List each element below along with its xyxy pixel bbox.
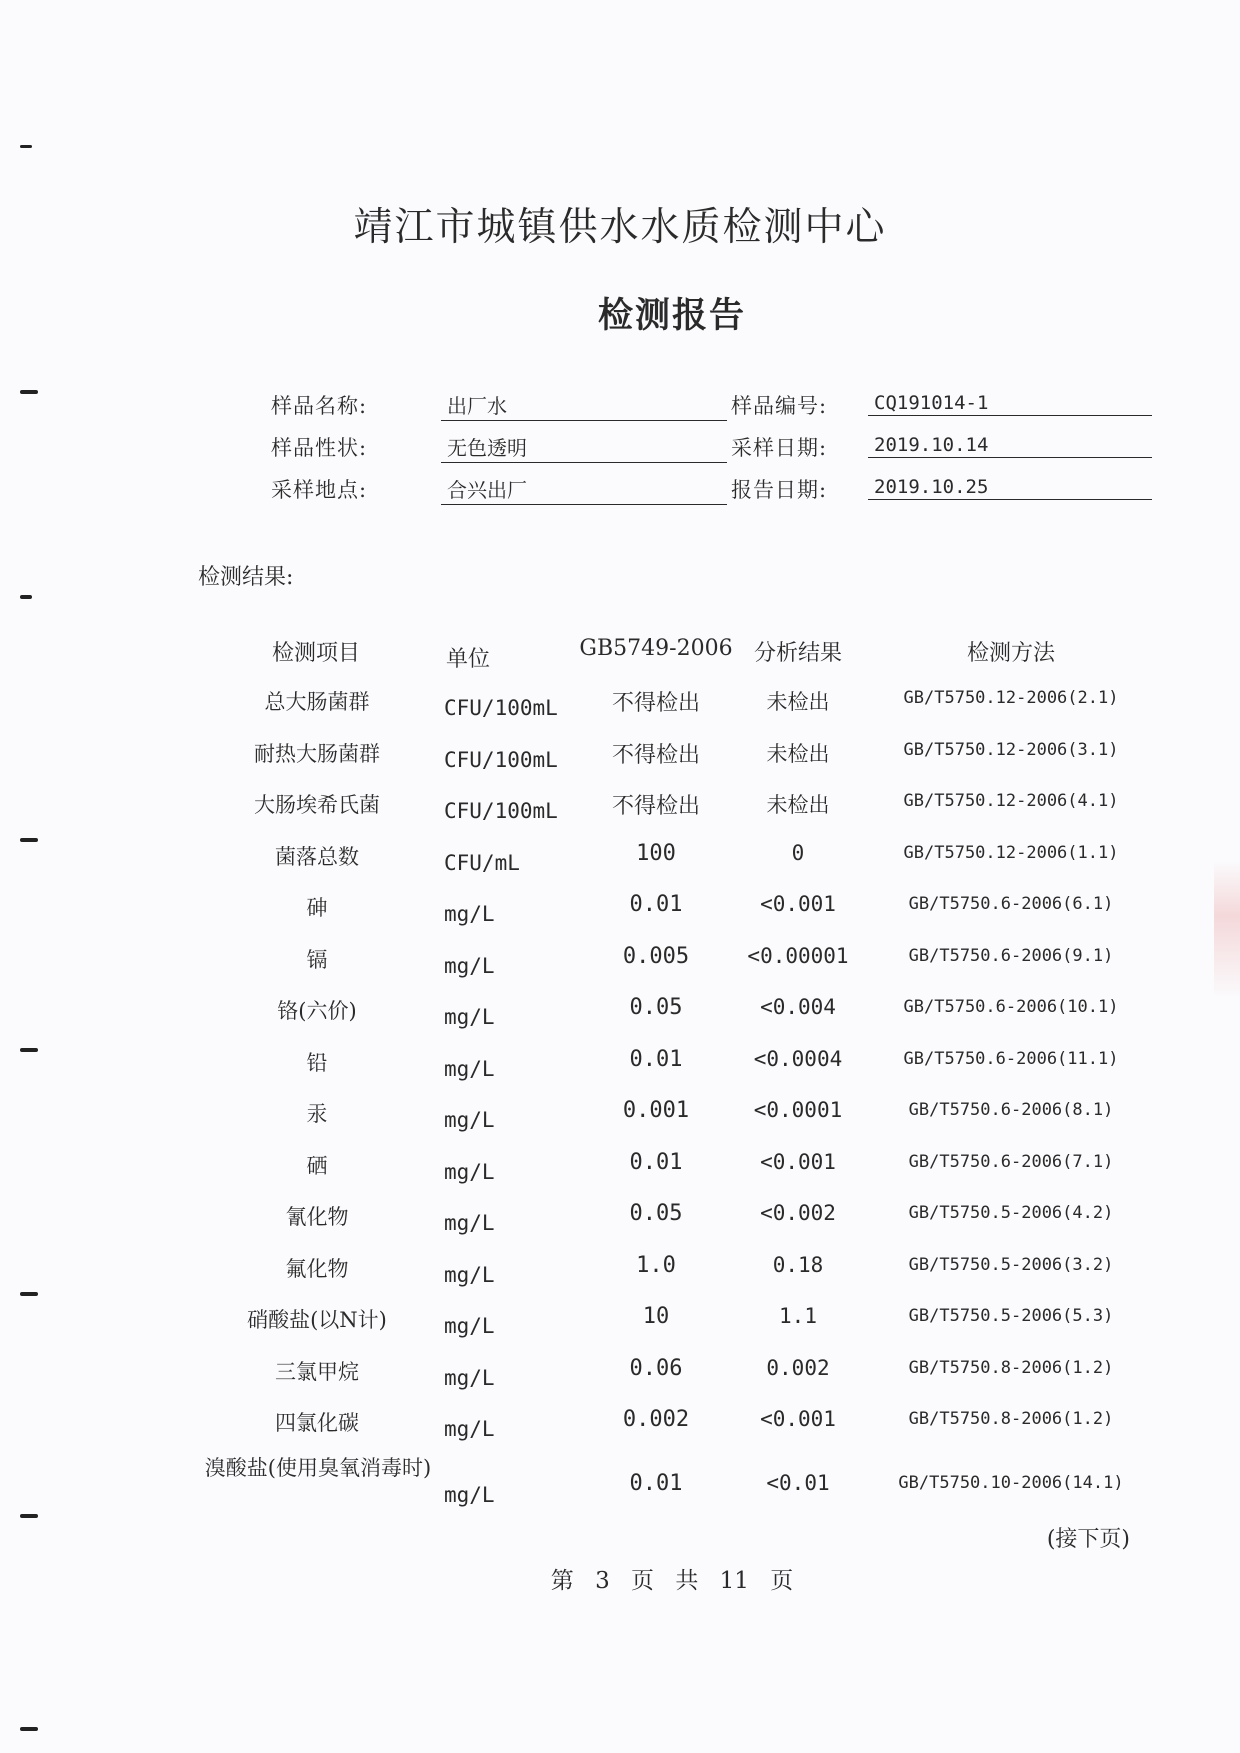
row-method: GB/T5750.6-2006(11.1)	[903, 1049, 1119, 1069]
row-method: GB/T5750.6-2006(10.1)	[903, 997, 1119, 1017]
row-method: GB/T5750.12-2006(2.1)	[903, 688, 1119, 708]
row-method: GB/T5750.6-2006(6.1)	[908, 894, 1114, 914]
row-item: 砷	[306, 896, 328, 920]
row-standard: 不得检出	[611, 743, 700, 768]
row-item: 菌落总数	[275, 845, 359, 869]
row-result: 未检出	[766, 690, 830, 714]
row-standard: 0.01	[629, 892, 683, 917]
page-number: 第 3 页 共 11 页	[550, 1568, 794, 1594]
row-item: 总大肠菌群	[264, 690, 370, 714]
row-unit: mg/L	[444, 1108, 495, 1132]
row-method: GB/T5750.12-2006(3.1)	[903, 740, 1119, 760]
row-item: 耐热大肠菌群	[254, 742, 380, 766]
sampling-date-label: 采样日期:	[731, 436, 828, 460]
row-unit: mg/L	[444, 954, 495, 978]
row-item: 镉	[306, 948, 328, 972]
sampling-site-value: 合兴出厂	[441, 474, 727, 505]
row-result: 0.18	[772, 1253, 824, 1277]
row-item: 四氯化碳	[275, 1411, 359, 1435]
header-result: 分析结果	[753, 641, 842, 666]
sample-no-value: CQ191014-1	[868, 392, 1152, 416]
row-method: GB/T5750.5-2006(3.2)	[908, 1255, 1114, 1275]
scan-mark	[20, 1048, 38, 1052]
sample-state-label: 样品性状:	[271, 436, 368, 460]
row-method: GB/T5750.12-2006(4.1)	[903, 791, 1119, 811]
row-result: 未检出	[766, 793, 830, 817]
row-result: 0.002	[766, 1356, 830, 1380]
row-method: GB/T5750.8-2006(1.2)	[908, 1358, 1114, 1378]
row-standard: 0.01	[629, 1150, 683, 1175]
row-method: GB/T5750.12-2006(1.1)	[903, 843, 1119, 863]
row-unit: mg/L	[444, 1057, 495, 1081]
scan-mark	[20, 390, 38, 394]
row-standard: 0.05	[629, 1201, 683, 1226]
row-method: GB/T5750.6-2006(8.1)	[908, 1100, 1114, 1120]
row-method: GB/T5750.8-2006(1.2)	[908, 1409, 1114, 1429]
row-standard: 不得检出	[611, 794, 700, 819]
continued-note: (接下页)	[1046, 1527, 1130, 1552]
organization-title: 靖江市城镇供水水质检测中心	[353, 205, 887, 250]
results-label: 检测结果:	[198, 565, 294, 590]
row-item: 三氯甲烷	[275, 1360, 359, 1384]
scan-mark	[20, 145, 32, 148]
row-item: 溴酸盐(使用臭氧消毒时)	[204, 1456, 432, 1480]
row-unit: mg/L	[444, 1263, 495, 1287]
scan-mark	[20, 1514, 38, 1518]
sampling-date-value: 2019.10.14	[868, 434, 1152, 458]
row-method: GB/T5750.5-2006(4.2)	[908, 1203, 1114, 1223]
row-item: 汞	[306, 1102, 328, 1126]
report-date-value: 2019.10.25	[868, 476, 1152, 500]
row-standard: 0.06	[629, 1356, 683, 1381]
row-standard: 100	[636, 841, 676, 866]
row-unit: mg/L	[444, 1314, 495, 1338]
row-item: 铅	[306, 1051, 328, 1075]
row-result: 0	[791, 841, 805, 865]
row-result: 未检出	[766, 742, 830, 766]
sampling-site-label: 采样地点:	[271, 478, 368, 502]
row-unit: mg/L	[444, 1417, 495, 1441]
sample-name-label: 样品名称:	[271, 394, 368, 418]
row-result: <0.002	[760, 1201, 836, 1225]
row-unit: mg/L	[444, 1483, 495, 1507]
row-result: <0.001	[760, 1150, 836, 1174]
row-standard: 不得检出	[611, 691, 700, 716]
row-unit: CFU/100mL	[444, 748, 558, 772]
row-unit: mg/L	[444, 1160, 495, 1184]
document-title: 检测报告	[597, 295, 746, 336]
row-item: 硒	[306, 1154, 328, 1178]
row-item: 硝酸盐(以N计)	[247, 1308, 387, 1332]
stamp-trace	[1214, 860, 1240, 1000]
row-standard: 0.01	[629, 1471, 683, 1496]
row-method: GB/T5750.6-2006(7.1)	[908, 1152, 1114, 1172]
row-result: <0.00001	[747, 944, 849, 968]
row-method: GB/T5750.10-2006(14.1)	[898, 1473, 1124, 1493]
row-unit: mg/L	[444, 1005, 495, 1029]
sample-state-value: 无色透明	[441, 432, 727, 463]
row-unit: mg/L	[444, 902, 495, 926]
sample-name-value: 出厂水	[441, 390, 727, 421]
row-result: <0.01	[766, 1471, 830, 1495]
row-unit: CFU/100mL	[444, 696, 558, 720]
header-item: 检测项目	[271, 641, 360, 666]
row-result: <0.001	[760, 892, 836, 916]
row-standard: 10	[642, 1304, 670, 1329]
row-standard: 0.002	[622, 1407, 690, 1432]
row-method: GB/T5750.6-2006(9.1)	[908, 946, 1114, 966]
row-unit: CFU/100mL	[444, 799, 558, 823]
row-unit: mg/L	[444, 1366, 495, 1390]
row-standard: 0.001	[622, 1098, 690, 1123]
row-standard: 0.01	[629, 1047, 683, 1072]
row-result: <0.001	[760, 1407, 836, 1431]
row-unit: CFU/mL	[444, 851, 520, 875]
scan-mark	[20, 1292, 38, 1296]
scan-mark	[20, 838, 38, 842]
row-standard: 0.005	[622, 944, 690, 969]
row-result: <0.0004	[753, 1047, 843, 1071]
row-standard: 1.0	[636, 1253, 676, 1278]
row-item: 大肠埃希氏菌	[254, 793, 380, 817]
row-result: 1.1	[779, 1304, 817, 1328]
row-unit: mg/L	[444, 1211, 495, 1235]
row-result: <0.0001	[753, 1098, 843, 1122]
sample-no-label: 样品编号:	[731, 394, 828, 418]
row-method: GB/T5750.5-2006(5.3)	[908, 1306, 1114, 1326]
row-item: 氰化物	[285, 1205, 349, 1229]
header-method: 检测方法	[966, 641, 1055, 666]
scan-mark	[20, 595, 32, 599]
row-standard: 0.05	[629, 995, 683, 1020]
report-date-label: 报告日期:	[731, 478, 828, 502]
header-unit: 单位	[446, 647, 491, 672]
row-item: 氟化物	[285, 1257, 349, 1281]
scan-mark	[20, 1727, 38, 1731]
header-standard: GB5749-2006	[579, 636, 733, 661]
row-result: <0.004	[760, 995, 836, 1019]
row-item: 铬(六价)	[277, 999, 357, 1023]
